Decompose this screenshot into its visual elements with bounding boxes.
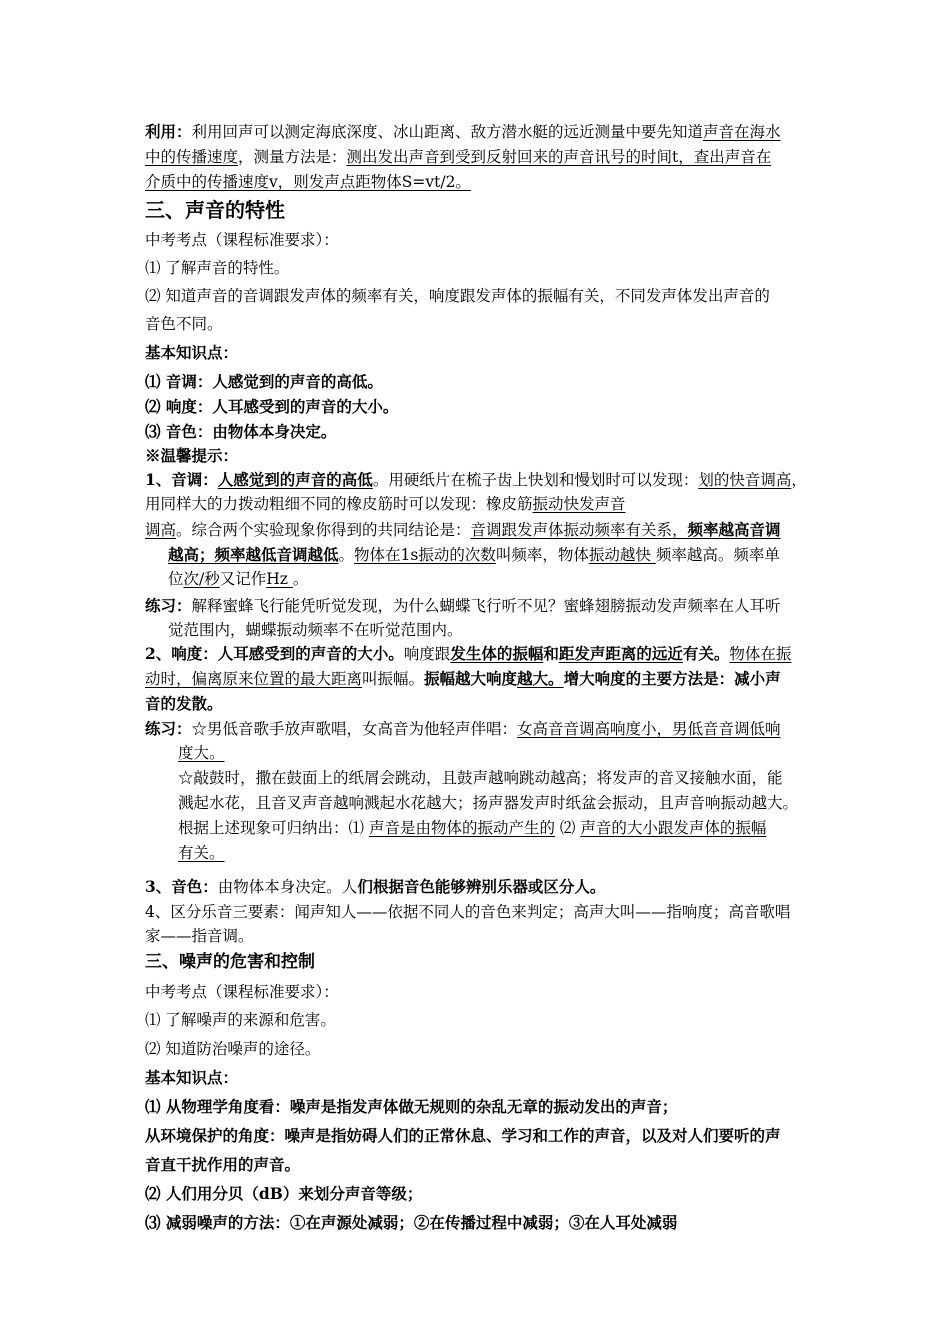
text: 叫振幅。 [362,670,425,688]
paragraph-echo-use-3 [145,170,825,194]
noise-point-environment-1: 从环境保护的角度：噪声是指妨碍人们的正常休息、学习和工作的声音，以及对人们要听的声 [145,1126,781,1145]
underlined-text: 声音的大小跟发声体的振幅 [580,819,767,837]
underlined-text: 振动快发声音 [532,495,626,513]
text: 利用回声可以测定海底深度、冰山距离、敌方潜水艇的远近测量中要先知道 [191,123,704,141]
underlined-text: 划的快音调高 [698,471,792,489]
three-elements-line-1: 4、区分乐音三要素：闻声知人——依据不同人的音色来判定；高声大叫——指响度；高音歌唱 [145,903,791,921]
underlined-text: 介质中的传播速度v，则发声点距物体S=vt/2。 [145,173,471,191]
text: ，测量方法是： [238,148,347,166]
underlined-text: 振动越快 [588,546,656,564]
exam-point-2: ⑵ 知道声音的音调跟发声体的频率有关，响度跟发声体的振幅有关，不同发声体发出声音的 [145,287,770,305]
underlined-text: 物体在1s振动的次数 [354,546,496,564]
text: 位 [168,570,184,588]
text: ☆男低音歌手放声歌唱，女高音为他轻声伴唱： [191,720,518,738]
underlined-text: 音调跟发声体振动频率有关系， [470,521,688,539]
text: 又记作 [219,570,267,588]
underlined-text: 中的传播速度 [145,148,239,166]
label-exercise: 练习： [145,719,192,738]
exercise-2-line-1 [145,717,825,741]
noise-point-physics: ⑴ 从物理学角度看：噪声是指发声体做无规则的杂乱无章的振动发出的声音； [145,1097,678,1116]
text: 有关。 [682,644,730,663]
pitch-line-1 [145,468,825,492]
paragraph-echo-use-1 [145,120,825,144]
underlined-text: 有关。 [178,844,225,862]
exam-point-2-cont: 音色不同。 [145,315,223,333]
label-use: 利用： [145,122,192,141]
section-heading-sound-characteristics: 三、声音的特性 [145,198,285,222]
section-heading-noise: 三、噪声的危害和控制 [145,952,315,972]
underlined-text: 动时，偏离原来位置的最大距离 [145,670,363,688]
pitch-line-3 [145,518,825,542]
basic-point-loudness: ⑵ 响度：人耳感受到的声音的大小。 [145,397,399,416]
exercise-2-line-4: 溅起水花，且音叉声音越响溅起水花越大；扬声器发声时纸盆会振动，且声音响振动越大。 [178,794,799,812]
paragraph-echo-use-2 [145,145,825,169]
pitch-line-2 [145,492,825,516]
text: 。 [338,546,355,564]
underlined-text: 越大。 [517,669,564,688]
text: 3、音色： [145,877,218,896]
underlined-text: 声音是由物体的振动产生的 [368,819,555,837]
underlined-text: 越高；频率越低音调越低 [168,545,339,564]
noise-basic-points-title: 基本知识点： [145,1068,239,1087]
loudness-line-3: 音的发散。 [145,694,223,713]
text: 解释蜜蜂飞行能凭听觉发现，为什么蝴蝶飞行听不见？蜜蜂翅膀振动发声频率在人耳听 [191,597,781,615]
noise-exam-point-2: ⑵ 知道防治噪声的途径。 [145,1040,321,1058]
noise-point-decibel: ⑵ 人们用分贝（dB）来划分声音等级； [145,1184,423,1203]
noise-point-reduction: ⑶ 减弱噪声的方法：①在声源处减弱；②在传播过程中减弱；③在人耳处减弱 [145,1213,678,1232]
underlined-text: 人感觉到的声音的高低 [217,470,373,489]
exercise-1-line-1 [145,594,825,618]
underlined-text: 物体在振 [729,645,792,663]
text: 2、响度：人耳感受到的声音的大小。 [145,644,404,663]
text: 由物体本身决定。人 [217,878,358,896]
loudness-line-2 [145,667,825,691]
text: 增大响度的主要方法是：减小声 [563,669,781,688]
noise-exam-point-1: ⑴ 了解噪声的来源和危害。 [145,1011,336,1029]
text: 频率越高。频率单 [655,546,780,564]
underlined-text: 度大。 [178,744,225,762]
text: ⑵ [554,819,581,837]
text: 叫频率，物体 [495,546,589,564]
text: 。用硬纸片在梳子齿上快划和慢划时可以发现： [372,471,699,489]
underlined-text: 声音在海水 [703,123,781,141]
underlined-text: 女高音音调高响度小，男低音音调低响 [517,720,781,738]
text: 和 [543,644,559,663]
text: 根据上述现象可归纳出：⑴ [178,819,369,837]
text: 。综合两个实验现象你得到的共同结论是： [176,521,471,539]
exercise-2-line-6 [178,841,828,865]
text: 响度跟 [403,645,451,663]
text: 振幅越大响度 [424,669,518,688]
basic-points-title: 基本知识点： [145,343,239,362]
tip-title: ※温馨提示： [145,446,239,465]
exam-points-title: 中考考点（课程标准要求）： [145,231,339,249]
noise-exam-points-title: 中考考点（课程标准要求）： [145,983,339,1001]
loudness-line-1 [145,642,825,666]
underlined-text: 测出发出声音到受到反射回来的声音讯号的时间t，查出声音在 [346,148,772,166]
underlined-text: 频率越高音调 [687,520,781,539]
exam-point-1: ⑴ 了解声音的特性。 [145,259,290,277]
noise-point-environment-2: 音直干扰作用的声音。 [145,1155,301,1174]
basic-point-pitch: ⑴ 音调：人感觉到的声音的高低。 [145,372,383,391]
label-exercise: 练习： [145,596,192,615]
exercise-2-line-3: ☆敲鼓时，撒在鼓面上的纸屑会跳动，且鼓声越响跳动越高；将发声的音叉接触水面，能 [178,769,783,787]
timbre-line [145,875,825,899]
pitch-line-4 [168,543,828,567]
text: 们根据音色能够辨别乐器或区分人。 [357,877,606,896]
pitch-line-5 [168,567,828,591]
text: 。 [292,570,309,588]
text: ， [791,471,807,489]
underlined-text: 距发声距离的远近 [558,644,683,663]
underlined-text: Hz [266,570,293,588]
exercise-2-line-5 [178,816,828,840]
text: 用同样大的力拨动粗细不同的橡皮筋时可以发现：橡皮筋 [145,495,533,513]
basic-point-timbre: ⑶ 音色：由物体本身决定。 [145,422,337,441]
three-elements-line-2: 家——指音调。 [145,927,254,945]
exercise-1-line-2: 觉范围内，蝴蝶振动频率不在听觉范围内。 [168,621,463,639]
underlined-text: 调高 [145,521,177,539]
exercise-2-line-2 [178,741,828,765]
underlined-text: 发生体的振幅 [450,644,544,663]
text: 1、音调： [145,470,218,489]
underlined-text: 次/秒 [183,570,220,588]
